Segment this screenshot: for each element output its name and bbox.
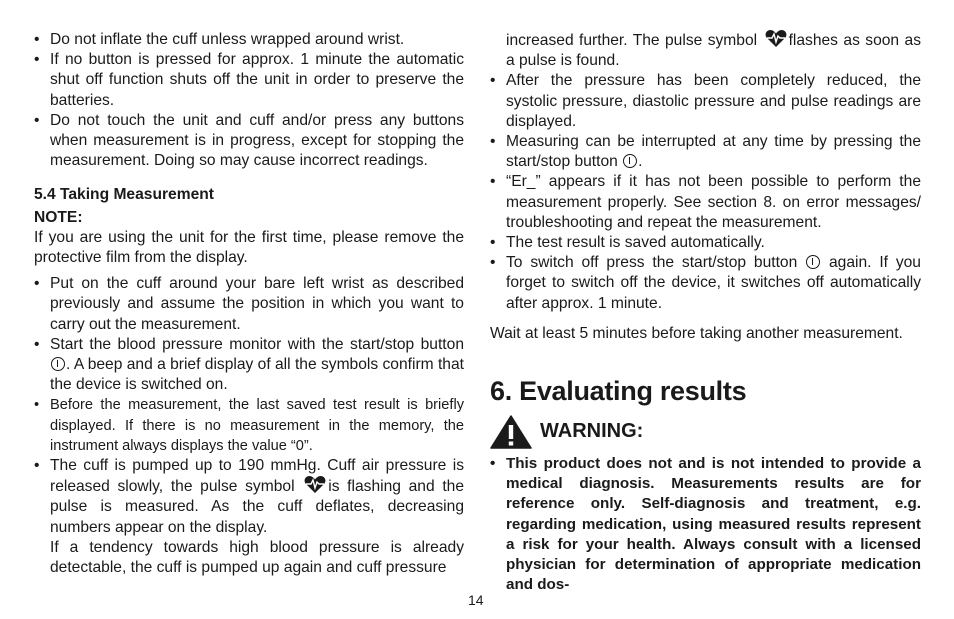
list-item: • The test result is saved automatically. [490,234,765,252]
note-text: If you are using the unit for the first time, please remove the protective film from the display. [34,228,464,267]
wait-note: Wait at least 5 minutes before taking another measurement. [490,324,903,342]
power-icon [51,357,65,371]
precaution-list [34,30,464,171]
warning-label: WARNING: [540,420,644,442]
right-column [490,30,921,344]
list-item: • Start the blood pressure monitor with the start/stop button . A beep and a brief display of all the symbols confirm that the device is switched on. [34,335,464,394]
result-steps [490,71,921,313]
list-item: • After the pressure has been completely reduced, the systolic pressure, diastolic pressure and pulse readings are displayed. [490,72,921,130]
list-item: • Measuring can be interrupted at any time by pressing the start/stop button . [490,133,921,171]
list-item-continuation: If a tendency towards high blood pressure is already detectable, the cuff is pumped up again and cuff pressure [50,538,464,577]
pulse-heart-icon [765,30,787,48]
list-item: • “Er_” appears if it has not been possible to perform the measurement properly. See section 8. on error messages/ troubleshooting and repeat the measurement. [490,173,921,231]
section-heading: 5.4 Taking Measurement [34,186,214,204]
warning-triangle-icon [490,415,532,449]
left-column [34,30,464,578]
chapter-heading: 6. Evaluating results [490,376,747,406]
continuation-text: increased further. The pulse symbol flashes as soon as a pulse is found. [506,32,921,70]
warning-list [490,454,921,595]
pulse-heart-icon [304,476,326,494]
list-item: • Do not touch the unit and cuff and/or press any buttons when measurement is in progress, except for stopping the measurement. Doing so may cause incorrect readings. [34,111,464,170]
list-item: • This product does not and is not intended to provide a medical diagnosis. Measurements results are for reference only. Self-diagnosis and treatment, e.g. regarding medication, using measured results represent a risk for your health. Always consult with a licensed physician for determination of appropriate medication and dos- [490,455,921,594]
page-number: 14 [468,592,484,608]
list-item: • To switch off press the start/stop button again. If you forget to switch off the device, it switches off automatically after approx. 1 minute. [490,254,921,312]
list-item: • Put on the cuff around your bare left wrist as described previously and assume the position in which you want to carry out the measurement. [34,275,464,333]
list-item: • Do not inflate the cuff unless wrapped around wrist. [34,31,405,48]
measurement-steps [34,274,464,578]
note-label: NOTE: [34,208,83,226]
power-icon [806,255,820,269]
power-icon [623,154,637,168]
list-item: • The cuff is pumped up to 190 mmHg. Cuff air pressure is released slowly, the pulse symbol is flashing and the pulse is measured. As the cuff deflates, decreasing numbers appear on the display. [34,457,464,536]
list-item: • If no button is pressed for approx. 1 minute the automatic shut off function shuts off the unit in order to preserve the batteries. [34,51,464,109]
list-item: • Before the measurement, the last saved test result is briefly displayed. If there is no measurement in the memory, the instrument always displays the value “0”. [34,397,464,454]
